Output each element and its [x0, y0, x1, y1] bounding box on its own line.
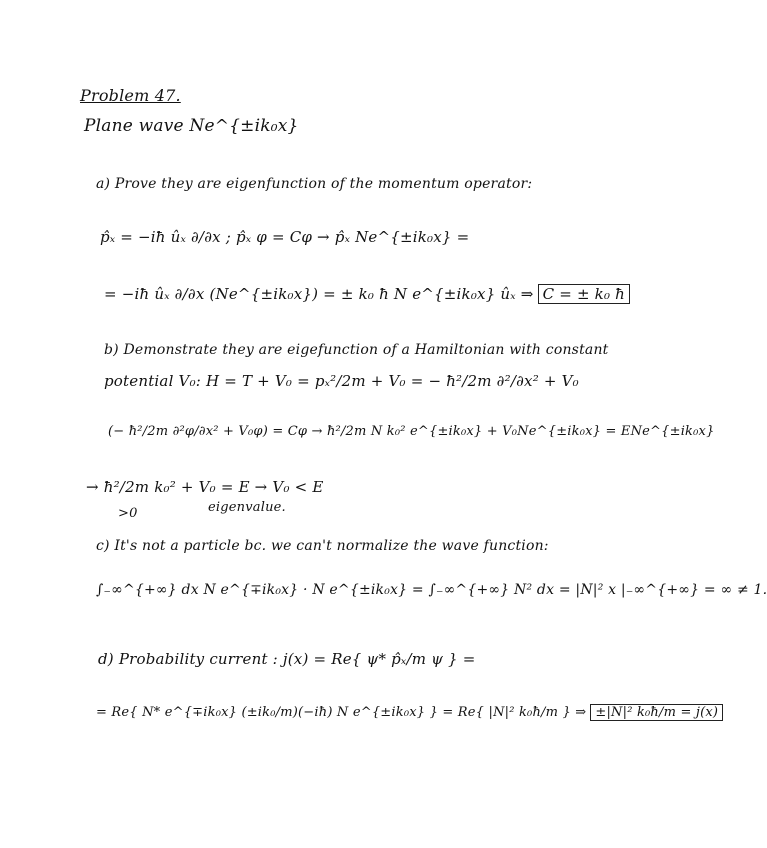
- part-b-eq1: potential V₀: H = T + V₀ = pₓ²/2m + V₀ = − ħ²/2m ∂²/∂x² + V₀: [104, 372, 579, 390]
- problem-subtitle: Plane wave Ne^{±ik₀x}: [84, 116, 299, 136]
- part-d-result-box: ±|N|² k₀ħ/m = j(x): [590, 704, 723, 721]
- part-a-eq1: p̂ₓ = −iħ ûₓ ∂/∂x ; p̂ₓ φ = Cφ → p̂ₓ Ne^{±ik₀x} =: [100, 228, 470, 246]
- problem-title: Problem 47.: [80, 86, 181, 105]
- part-b-eq2: (− ħ²/2m ∂²φ/∂x² + V₀φ) = Cφ → ħ²/2m N k₀² e^{±ik₀x} + V₀Ne^{±ik₀x} = ENe^{±ik₀x}: [108, 424, 715, 439]
- part-a-eq2: [104, 284, 630, 304]
- part-b-eq3: → ħ²/2m k₀² + V₀ = E → V₀ < E: [86, 478, 324, 496]
- part-c-eq1: ∫₋∞^{+∞} dx N e^{∓ik₀x} · N e^{±ik₀x} = ∫₋∞^{+∞} N² dx = |N|² x |₋∞^{+∞} = ∞ ≠ 1.: [96, 582, 767, 598]
- part-a-heading: a) Prove they are eigenfunction of the momentum operator:: [96, 176, 533, 192]
- part-b-eigenvalue-note: eigenvalue.: [208, 500, 286, 515]
- part-d-heading: d) Probability current : j(x) = Re{ ψ* p̂ₓ/m ψ } =: [98, 650, 476, 668]
- part-b-positive-note: >0: [118, 506, 138, 521]
- part-d-eq1-text: = Re{ N* e^{∓ik₀x} (±ik₀/m)(−iħ) N e^{±ik₀x} } = Re{ |N|² k₀ħ/m } ⇒: [96, 705, 587, 720]
- part-b-heading: b) Demonstrate they are eigefunction of a Hamiltonian with constant: [104, 342, 609, 358]
- part-c-heading: c) It's not a particle bc. we can't normalize the wave function:: [96, 538, 549, 554]
- part-a-result-box: C = ± k₀ ħ: [538, 284, 630, 304]
- part-a-eq2-text: = −iħ ûₓ ∂/∂x (Ne^{±ik₀x}) = ± k₀ ħ N e^{±ik₀x} ûₓ ⇒: [104, 285, 534, 303]
- part-d-eq1: [96, 704, 723, 721]
